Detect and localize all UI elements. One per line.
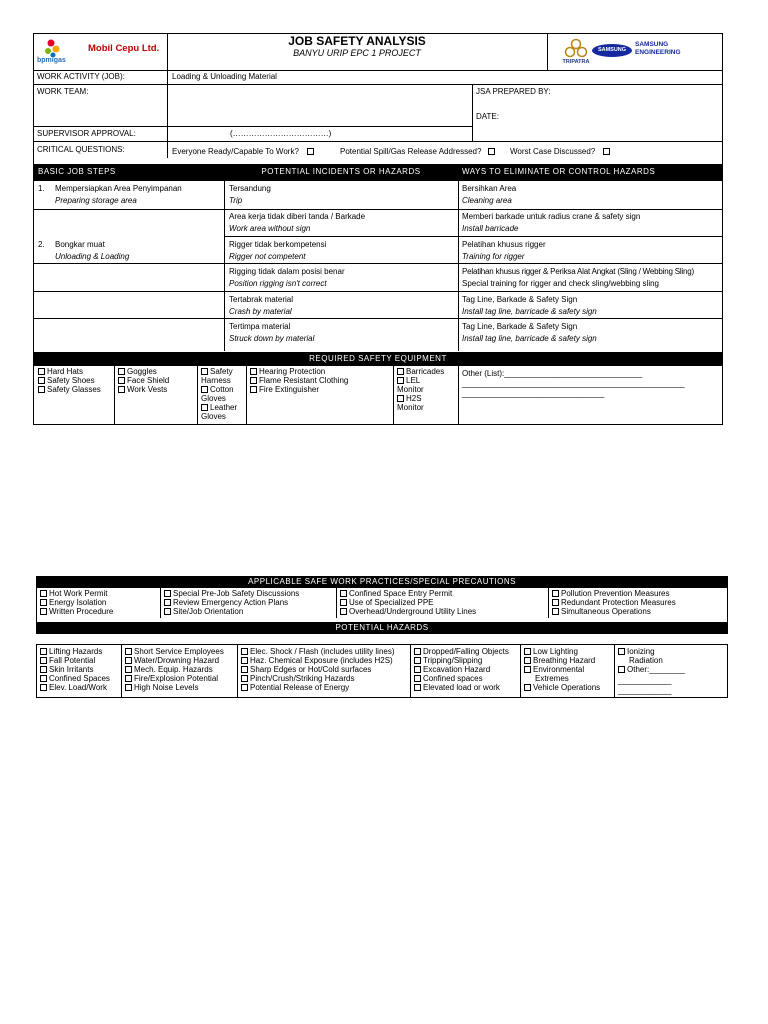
equipment-hearing-protection[interactable] xyxy=(250,367,325,376)
samsung-name-line2: ENGINEERING xyxy=(635,49,681,56)
equipment-other[interactable]: Other (List):_______________________________ xyxy=(462,369,643,378)
checkbox-icon[interactable] xyxy=(241,675,248,682)
equipment-cotton-gloves-label-1: Cotton xyxy=(210,385,234,394)
hazard-6-en: Struck down by material xyxy=(229,334,315,343)
project-name: BANYU URIP EPC 1 PROJECT xyxy=(293,48,421,58)
checkbox-icon[interactable] xyxy=(118,377,125,384)
equipment-cotton-gloves-label-2: Gloves xyxy=(201,394,226,403)
control-5-en: Install tag line, barricade & safety sign xyxy=(462,307,597,316)
tripatra-logo-mark xyxy=(556,38,596,60)
control-2-en: Install barricade xyxy=(462,224,519,233)
work-team-label: WORK TEAM: xyxy=(37,87,89,96)
hazard-skin-irritants[interactable] xyxy=(40,665,93,674)
practice-energy-isolation-label: Energy Isolation xyxy=(49,598,107,607)
equipment-face-shield-label: Face Shield xyxy=(127,376,170,385)
equipment-lel-monitor-label: Monitor xyxy=(397,385,424,394)
step-2-id: Bongkar muat xyxy=(55,240,105,249)
hazard-pinch-crush-label: Pinch/Crush/Striking Hazards xyxy=(250,674,355,683)
checkbox-icon[interactable] xyxy=(414,657,421,664)
equipment-flame-resistant-label: Flame Resistant Clothing xyxy=(259,376,349,385)
samsung-logo xyxy=(592,44,632,57)
practice-redundant-protection-label: Redundant Protection Measures xyxy=(561,598,676,607)
critical-question-3[interactable] xyxy=(510,147,613,157)
control-1-en: Cleaning area xyxy=(462,196,512,205)
checkbox-icon[interactable] xyxy=(241,684,248,691)
equipment-goggles-label: Goggles xyxy=(127,367,157,376)
checkbox-icon[interactable] xyxy=(40,684,47,691)
hazard-fall-potential[interactable] xyxy=(40,656,95,665)
checkbox-icon[interactable] xyxy=(125,675,132,682)
hazard-mech-equip[interactable] xyxy=(125,665,213,674)
hazard-chemical-exposure-label: Haz. Chemical Exposure (includes H2S) xyxy=(250,656,393,665)
checkbox-icon[interactable] xyxy=(552,608,559,615)
hazard-sharp-edges-label: Sharp Edges or Hot/Cold surfaces xyxy=(250,665,372,674)
checkbox-icon[interactable] xyxy=(40,666,47,673)
hazard-elev-load[interactable] xyxy=(40,683,107,692)
control-3-en: Training for rigger xyxy=(462,252,525,261)
checkbox-icon[interactable] xyxy=(250,368,257,375)
checkbox-icon[interactable] xyxy=(38,386,45,393)
checkbox-icon[interactable] xyxy=(40,675,47,682)
checkbox-icon[interactable] xyxy=(125,657,132,664)
equipment-safety-shoes[interactable] xyxy=(38,376,95,385)
hazard-elev-load-label: Elev. Load/Work xyxy=(49,683,107,692)
hazard-elevated-load-label: Elevated load or work xyxy=(423,683,500,692)
checkbox-icon[interactable] xyxy=(340,599,347,606)
checkbox-icon[interactable] xyxy=(125,648,132,655)
checkbox-icon[interactable] xyxy=(603,148,610,155)
checkbox-icon[interactable] xyxy=(201,368,208,375)
hazard-1-en: Trip xyxy=(229,196,243,205)
equipment-other-line-3[interactable]: ________________________________ xyxy=(462,389,605,398)
control-4-en: Special training for rigger and check sling/webbing sling xyxy=(462,279,659,288)
practice-hot-work-permit[interactable] xyxy=(40,589,108,598)
col-potential-incidents: POTENTIAL INCIDENTS OR HAZARDS xyxy=(261,167,421,176)
supervisor-label: SUPERVISOR APPROVAL: xyxy=(37,129,136,138)
hazard-2-id: Area kerja tidak diberi tanda / Barkade xyxy=(229,212,366,221)
checkbox-icon[interactable] xyxy=(250,386,257,393)
practice-pollution-prevention-label: Pollution Prevention Measures xyxy=(561,589,670,598)
step-1-id: Mempersiapkan Area Penyimpanan xyxy=(55,184,182,193)
hazard-release-energy[interactable] xyxy=(241,683,349,692)
hazard-skin-irritants-label: Skin Irritants xyxy=(49,665,94,674)
tripatra-text: TRIPATRA xyxy=(562,59,590,65)
work-activity-label: WORK ACTIVITY (JOB): xyxy=(37,72,125,81)
equipment-safety-harness-label-2: Harness xyxy=(201,376,231,385)
hazard-1-id: Tersandung xyxy=(229,184,271,193)
control-6-en: Install tag line, barricade & safety sign xyxy=(462,334,597,343)
hazard-pinch-crush[interactable] xyxy=(241,674,354,683)
hazard-confined-spaces[interactable] xyxy=(40,674,110,683)
checkbox-icon[interactable] xyxy=(40,599,47,606)
hazard-environmental[interactable] xyxy=(524,665,584,674)
checkbox-icon[interactable] xyxy=(414,666,421,673)
equipment-safety-glasses-label: Safety Glasses xyxy=(47,385,101,394)
equipment-safety-shoes-label: Safety Shoes xyxy=(47,376,95,385)
jsa-prepared-label: JSA PREPARED BY: xyxy=(476,87,551,96)
checkbox-icon[interactable] xyxy=(524,657,531,664)
potential-hazards-header: POTENTIAL HAZARDS xyxy=(36,622,728,634)
equipment-lel-monitor[interactable] xyxy=(397,376,420,385)
checkbox-icon[interactable] xyxy=(488,148,495,155)
practice-site-orientation[interactable] xyxy=(164,607,243,616)
checkbox-icon[interactable] xyxy=(397,395,404,402)
equipment-leather-gloves[interactable] xyxy=(201,403,237,412)
hazard-other-line-2[interactable]: ____________ xyxy=(618,676,672,685)
hazard-low-lighting-label: Low Lighting xyxy=(533,647,578,656)
hazard-ionizing-label: Ionizing xyxy=(627,647,655,656)
practice-redundant-protection[interactable] xyxy=(552,598,676,607)
equipment-safety-harness-label-1: Safety xyxy=(210,367,233,376)
hazard-high-noise-label: High Noise Levels xyxy=(134,683,199,692)
checkbox-icon[interactable] xyxy=(40,608,47,615)
hazard-other[interactable] xyxy=(618,665,685,674)
equipment-leather-gloves-label-1: Leather xyxy=(210,403,238,412)
checkbox-icon[interactable] xyxy=(40,648,47,655)
checkbox-icon[interactable] xyxy=(524,648,531,655)
step-2-number: 2. xyxy=(38,240,45,249)
hazard-sharp-edges[interactable] xyxy=(241,665,371,674)
equipment-h2s-monitor-label: Monitor xyxy=(397,403,424,412)
checkbox-icon[interactable] xyxy=(340,590,347,597)
critical-question-3-text: Worst Case Discussed? xyxy=(510,147,596,156)
hazard-vehicle-operations-label: Vehicle Operations xyxy=(533,683,601,692)
checkbox-icon[interactable] xyxy=(618,666,625,673)
hazard-tripping-label: Tripping/Slipping xyxy=(423,656,483,665)
checkbox-icon[interactable] xyxy=(241,648,248,655)
samsung-name xyxy=(635,41,681,57)
control-5-id: Tag Line, Barkade & Safety Sign xyxy=(462,295,578,304)
tripatra-logo xyxy=(556,38,596,68)
checkbox-icon[interactable] xyxy=(241,657,248,664)
control-1-id: Bersihkan Area xyxy=(462,184,517,193)
checkbox-icon[interactable] xyxy=(524,666,531,673)
hazard-lifting[interactable] xyxy=(40,647,102,656)
checkbox-icon[interactable] xyxy=(201,386,208,393)
equipment-face-shield[interactable] xyxy=(118,376,169,385)
hazard-environmental-label: Environmental xyxy=(533,665,585,674)
practice-simultaneous-operations-label: Simultaneous Operations xyxy=(561,607,651,616)
equipment-h2s-label: H2S xyxy=(406,394,422,403)
hazard-vehicle-operations[interactable] xyxy=(524,683,600,692)
hazard-3-id: Rigger tidak berkompetensi xyxy=(229,240,327,249)
hazard-2-en: Work area without sign xyxy=(229,224,311,233)
equipment-other-line-2[interactable]: __________________________________________________ xyxy=(462,379,685,388)
hazard-fire-explosion-label: Fire/Explosion Potential xyxy=(134,674,219,683)
hazard-release-energy-label: Potential Release of Energy xyxy=(250,683,350,692)
step-1-en: Preparing storage area xyxy=(55,196,137,205)
samsung-logo-oval: SAMSUNG xyxy=(592,44,632,57)
hazard-high-noise[interactable] xyxy=(125,683,198,692)
control-4-id: Pelatihan khusus rigger & Periksa Alat Angkat (Sling / Webbing Sling) xyxy=(462,267,694,276)
practice-confined-space-permit[interactable] xyxy=(340,589,452,598)
checkbox-icon[interactable] xyxy=(118,368,125,375)
hazard-lifting-label: Lifting Hazards xyxy=(49,647,103,656)
equipment-goggles[interactable] xyxy=(118,367,157,376)
equipment-hard-hats-label: Hard Hats xyxy=(47,367,84,376)
hazard-fall-potential-label: Fall Potential xyxy=(49,656,96,665)
practice-review-emergency-plans-label: Review Emergency Action Plans xyxy=(173,598,289,607)
checkbox-icon[interactable] xyxy=(40,657,47,664)
equipment-work-vests[interactable] xyxy=(118,385,167,394)
equipment-safety-harness[interactable] xyxy=(201,367,233,376)
equipment-leather-gloves-label-2: Gloves xyxy=(201,412,226,421)
practice-pre-job-discussions[interactable] xyxy=(164,589,299,598)
hazard-dropped-objects-label: Dropped/Falling Objects xyxy=(423,647,509,656)
supervisor-value[interactable]: (………………………………) xyxy=(230,129,332,138)
practice-pre-job-discussions-label: Special Pre-Job Safety Discussions xyxy=(173,589,300,598)
checkbox-icon[interactable] xyxy=(201,404,208,411)
bpmigas-logo xyxy=(37,36,87,66)
checkbox-icon[interactable] xyxy=(164,590,171,597)
practice-energy-isolation[interactable] xyxy=(40,598,106,607)
hazard-other-label: Other:________ xyxy=(627,665,685,674)
practice-utility-lines[interactable] xyxy=(340,607,476,616)
checkbox-icon[interactable] xyxy=(241,666,248,673)
critical-question-1-text: Everyone Ready/Capable To Work? xyxy=(172,147,299,156)
hazard-mech-equip-label: Mech. Equip. Hazards xyxy=(134,665,213,674)
checkbox-icon[interactable] xyxy=(397,377,404,384)
equipment-hearing-protection-label: Hearing Protection xyxy=(259,367,326,376)
col-basic-job-steps: BASIC JOB STEPS xyxy=(38,167,116,176)
equipment-work-vests-label: Work Vests xyxy=(127,385,168,394)
hazard-short-service[interactable] xyxy=(125,647,224,656)
checkbox-icon[interactable] xyxy=(118,386,125,393)
checkbox-icon[interactable] xyxy=(125,684,132,691)
practice-specialized-ppe-label: Use of Specialized PPE xyxy=(349,598,434,607)
control-2-id: Memberi barkade untuk radius crane & safety sign xyxy=(462,212,641,221)
hazard-4-id: Rigging tidak dalam posisi benar xyxy=(229,267,345,276)
hazard-short-service-label: Short Service Employees xyxy=(134,647,224,656)
document-title: JOB SAFETY ANALYSIS xyxy=(288,34,426,48)
checkbox-icon[interactable] xyxy=(340,608,347,615)
practice-specialized-ppe[interactable] xyxy=(340,598,434,607)
checkbox-icon[interactable] xyxy=(397,368,404,375)
hazard-excavation[interactable] xyxy=(414,665,490,674)
checkbox-icon[interactable] xyxy=(414,648,421,655)
checkbox-icon[interactable] xyxy=(524,684,531,691)
equipment-fire-extinguisher[interactable] xyxy=(250,385,319,394)
hazard-elec-shock-label: Elec. Shock / Flash (includes utility lines) xyxy=(250,647,395,656)
hazard-breathing[interactable] xyxy=(524,656,595,665)
equipment-lel-label: LEL xyxy=(406,376,421,385)
practice-confined-space-permit-label: Confined Space Entry Permit xyxy=(349,589,453,598)
hazard-fire-explosion[interactable] xyxy=(125,674,218,683)
practice-simultaneous-operations[interactable] xyxy=(552,607,651,616)
checkbox-icon[interactable] xyxy=(552,599,559,606)
hazard-confined-spaces-2-label: Confined spaces xyxy=(423,674,483,683)
hazard-elevated-load[interactable] xyxy=(414,683,500,692)
practices-header: APPLICABLE SAFE WORK PRACTICES/SPECIAL PRECAUTIONS xyxy=(36,576,728,588)
hazard-low-lighting[interactable] xyxy=(524,647,578,656)
hazard-excavation-label: Excavation Hazard xyxy=(423,665,491,674)
practice-utility-lines-label: Overhead/Underground Utility Lines xyxy=(349,607,477,616)
practice-site-orientation-label: Site/Job Orientation xyxy=(173,607,244,616)
checkbox-icon[interactable] xyxy=(38,377,45,384)
critical-question-2[interactable] xyxy=(340,147,498,157)
checkbox-icon[interactable] xyxy=(38,368,45,375)
equipment-h2s-monitor[interactable] xyxy=(397,394,422,403)
checkbox-icon[interactable] xyxy=(618,648,625,655)
checkbox-icon[interactable] xyxy=(164,599,171,606)
hazard-confined-spaces-2[interactable] xyxy=(414,674,483,683)
date-label: DATE: xyxy=(476,112,499,121)
hazard-elec-shock[interactable] xyxy=(241,647,395,656)
equipment-hard-hats[interactable] xyxy=(38,367,83,376)
hazard-water-drowning[interactable] xyxy=(125,656,219,665)
equipment-flame-resistant[interactable] xyxy=(250,376,348,385)
hazard-3-en: Rigger not competent xyxy=(229,252,306,261)
equipment-barricades-label: Barricades xyxy=(406,367,445,376)
critical-question-1[interactable] xyxy=(172,147,317,157)
step-1-number: 1. xyxy=(38,184,45,193)
col-ways-to-eliminate: WAYS TO ELIMINATE OR CONTROL HAZARDS xyxy=(462,167,656,176)
hazard-5-id: Tertabrak material xyxy=(229,295,294,304)
practice-review-emergency-plans[interactable] xyxy=(164,598,288,607)
hazard-ionizing-radiation[interactable] xyxy=(618,647,655,656)
hazard-tripping[interactable] xyxy=(414,656,482,665)
hazard-other-line-3[interactable]: ____________ xyxy=(618,686,672,695)
hazard-dropped-objects[interactable] xyxy=(414,647,509,656)
hazard-water-drowning-label: Water/Drowning Hazard xyxy=(134,656,220,665)
hazard-5-en: Crash by material xyxy=(229,307,292,316)
checkbox-icon[interactable] xyxy=(414,684,421,691)
hazard-6-id: Tertimpa material xyxy=(229,322,291,331)
practice-pollution-prevention[interactable] xyxy=(552,589,670,598)
checkbox-icon[interactable] xyxy=(164,608,171,615)
critical-question-2-text: Potential Spill/Gas Release Addressed? xyxy=(340,147,482,156)
bpmigas-text: bpmigas xyxy=(37,57,66,64)
control-6-id: Tag Line, Barkade & Safety Sign xyxy=(462,322,578,331)
company-name: Mobil Cepu Ltd. xyxy=(88,43,160,54)
hazard-environmental-label-2: Extremes xyxy=(535,674,569,683)
checkbox-icon[interactable] xyxy=(307,148,314,155)
hazard-breathing-label: Breathing Hazard xyxy=(533,656,596,665)
work-activity-value[interactable]: Loading & Unloading Material xyxy=(172,72,277,81)
checkbox-icon[interactable] xyxy=(40,590,47,597)
checkbox-icon[interactable] xyxy=(552,590,559,597)
practice-hot-work-permit-label: Hot Work Permit xyxy=(49,589,108,598)
hazard-chemical-exposure[interactable] xyxy=(241,656,393,665)
checkbox-icon[interactable] xyxy=(125,666,132,673)
practice-written-procedure[interactable] xyxy=(40,607,113,616)
samsung-name-line1: SAMSUNG xyxy=(635,41,669,48)
hazard-ionizing-label-2: Radiation xyxy=(629,656,663,665)
equipment-header: REQUIRED SAFETY EQUIPMENT xyxy=(33,352,723,366)
equipment-safety-glasses[interactable] xyxy=(38,385,101,394)
practice-written-procedure-label: Written Procedure xyxy=(49,607,114,616)
equipment-barricades[interactable] xyxy=(397,367,444,376)
equipment-cotton-gloves[interactable] xyxy=(201,385,234,394)
checkbox-icon[interactable] xyxy=(250,377,257,384)
hazard-confined-spaces-label: Confined Spaces xyxy=(49,674,110,683)
control-3-id: Pelatihan khusus rigger xyxy=(462,240,546,249)
critical-questions-label: CRITICAL QUESTIONS: xyxy=(37,145,125,154)
checkbox-icon[interactable] xyxy=(414,675,421,682)
hazard-4-en: Position rigging isn't correct xyxy=(229,279,327,288)
step-2-en: Unloading & Loading xyxy=(55,252,130,261)
equipment-fire-extinguisher-label: Fire Extinguisher xyxy=(259,385,320,394)
